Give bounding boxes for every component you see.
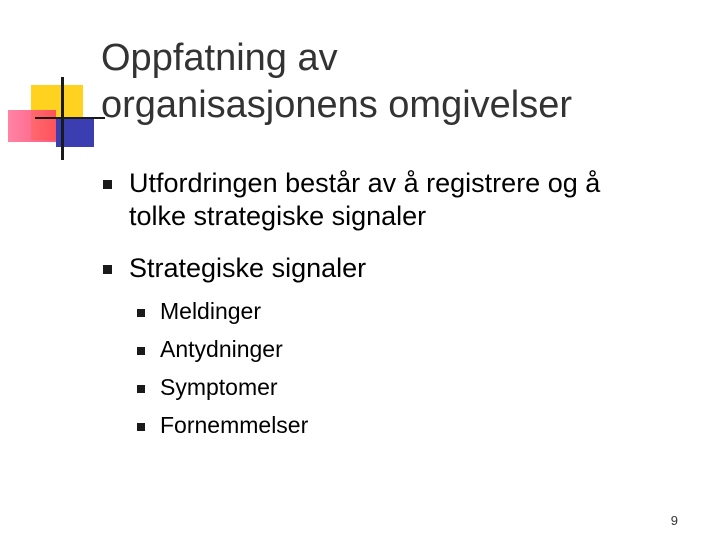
bullet-square-icon [103, 180, 112, 189]
deco-horizontal-line [35, 117, 105, 119]
decorative-logo [0, 0, 110, 170]
bullet-text-line: tolke strategiske signaler [129, 201, 427, 231]
subbullet-square-icon [137, 385, 145, 393]
slide-title-line-1: Oppfatning av [101, 37, 338, 79]
slide-title [101, 35, 701, 129]
slide-title-line-2: organisasjonens omgivelser [101, 84, 573, 126]
bullet-item [129, 167, 709, 233]
subbullet-item: Antydninger [160, 336, 283, 362]
bullet-item [129, 252, 709, 285]
subbullet-square-icon [137, 347, 145, 355]
subbullet-square-icon [137, 309, 145, 317]
subbullet-item: Meldinger [160, 298, 261, 324]
subbullet-item: Fornemmelser [160, 412, 309, 438]
deco-red-bar [8, 110, 56, 142]
bullet-text-line: Strategiske signaler [129, 253, 367, 283]
bullet-text-line: Utfordringen består av å registrere og å [129, 168, 601, 198]
bullet-square-icon [103, 265, 112, 274]
subbullet-square-icon [137, 423, 145, 431]
page-number: 9 [670, 513, 678, 528]
subbullet-item: Symptomer [160, 374, 278, 400]
